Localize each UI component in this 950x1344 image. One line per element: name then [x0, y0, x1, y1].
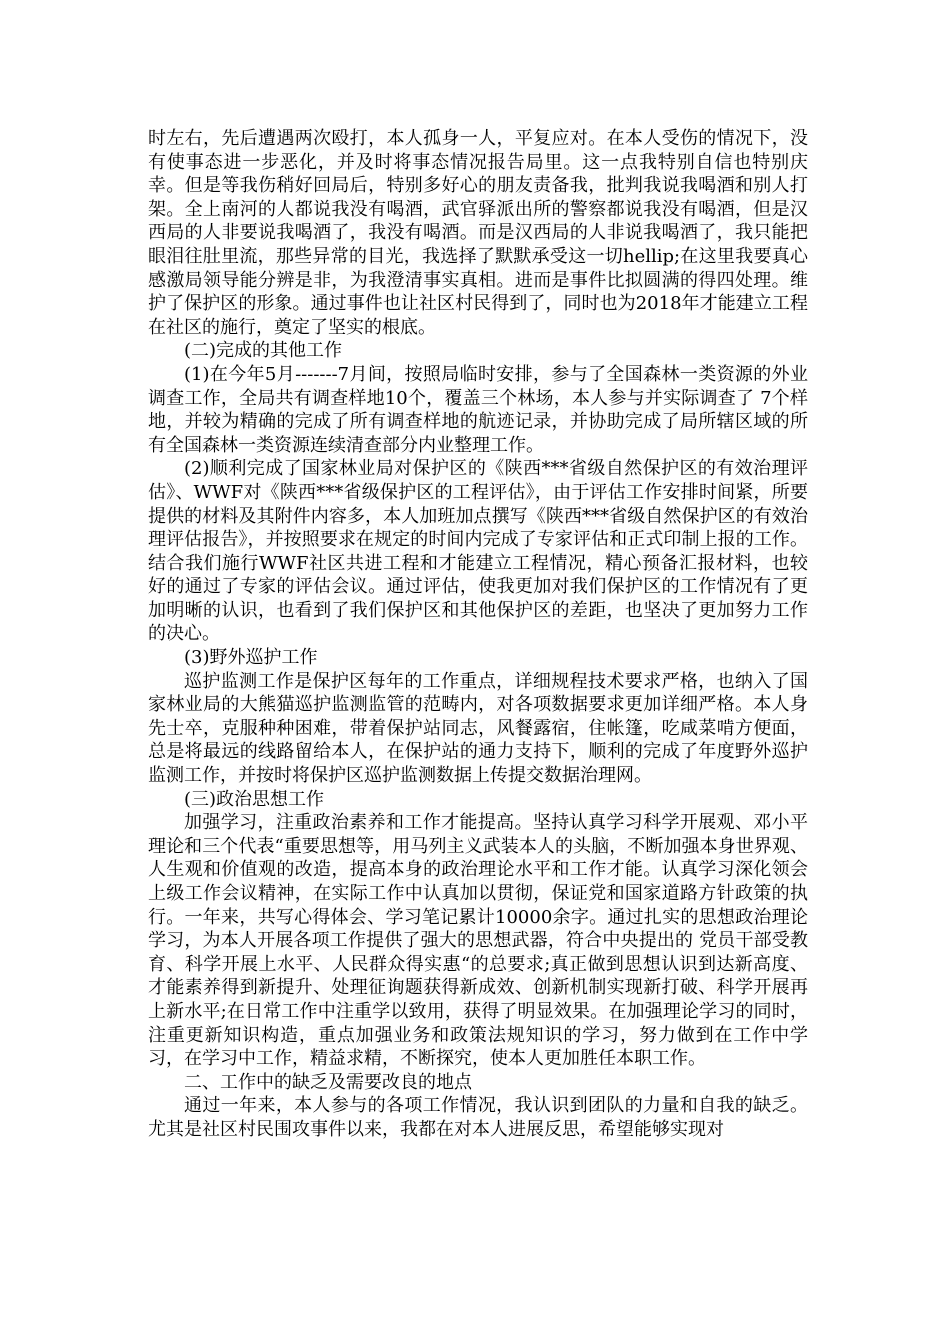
heading-field-patrol: (3)野外巡护工作	[184, 647, 318, 669]
paragraph-patrol-monitoring: 巡护监测工作是保护区每年的工作重点，详细规程技术要求严格，也纳入了国家林业局的大熊猫巡护监测监管的范畴内，对各项数据要求更加详细严格。本人身先士卒，克服种种困难，带着保护站同志，风餐露宿，住帐篷，吃咸菜啃方便面，总是将最远的线路留给本人，在保护站的通力支持下，顺利的完成了年度野外巡护监测工作，并按时将保护区巡护监测数据上传提交数据治理网。	[148, 670, 808, 787]
document-body	[148, 127, 808, 1142]
paragraph-reflection: 通过一年来，本人参与的各项工作情况，我认识到团队的力量和自我的缺乏。尤其是社区村民围攻事件以来，我都在对本人进展反思，希望能够实现对	[148, 1095, 808, 1140]
paragraph-incident-continuation: 时左右，先后遭遇两次殴打，本人孤身一人，平复应对。在本人受伤的情况下，没有使事态进一步恶化，并及时将事态情况报告局里。这一点我特别自信也特别庆幸。但是等我伤稍好回局后，特别多好心的朋友责备我，批判我说我喝酒和别人打架。全上南河的人都说我没有喝酒，武官驿派出所的警察都说我没有喝酒，但是汉西局的人非要说我喝酒了，我没有喝酒。而是汉西局的人非说我喝酒了，我只能把眼泪往肚里流，那些异常的目光，我选择了默默承受这一切hellip;在这里我要真心感激局领导能分辨是非，为我澄清事实真相。进而是事件比拟圆满的得四处理。维护了保护区的形象。通过事件也让社区村民得到了，同时也为2018年才能建立工程在社区的施行，奠定了坚实的根底。	[148, 128, 808, 338]
heading-other-work: (二)完成的其他工作	[184, 340, 343, 362]
heading-shortcomings: 二、工作中的缺乏及需要改良的地点	[184, 1071, 472, 1093]
heading-political-work: (三)政治思想工作	[184, 788, 325, 810]
paragraph-forest-survey: (1)在今年5月-------7月间，按照局临时安排，参与了全国森林一类资源的外业调查工作，全局共有调查样地10个，覆盖三个林场，本人参与并实际调查了 7个样地，并较为精确的完成了所有调查样地的航迹记录，并协助完成了局所辖区域的所有全国森林一类资源连续清查部分内业整理工作。	[148, 363, 808, 456]
paragraph-study: 加强学习，注重政治素养和工作才能提高。坚持认真学习科学开展观、邓小平理论和三个代表“重要思想等，用马列主义武装本人的头脑，不断加强本身世界观、人生观和价值观的改造，提高本身的政治理论水平和工作才能。认真学习深化领会上级工作会议精神，在实际工作中认真加以贯彻，保证党和国家道路方针政策的执行。一年来，共写心得体会、学习笔记累计10000余字。通过扎实的思想政治理论学习，为本人开展各项工作提供了强大的思想武器，符合中央提出的 党员干部受教育、科学开展上水平、人民群众得实惠“的总要求;真正做到思想认识到达新高度、才能素养得到新提升、处理征询题获得新成效、创新机制实现新打破、科学开展再上新水平;在日常工作中注重学以致用，获得了明显效果。在加强理论学习的同时，注重更新知识构造，重点加强业务和政策法规知识的学习，努力做到在工作中学习，在学习中工作，精益求精，不断探究，使本人更加胜任本职工作。	[148, 812, 808, 1070]
paragraph-evaluation: (2)顺利完成了国家林业局对保护区的《陕西***省级自然保护区的有效治理评估》、WWF对《陕西***省级保护区的工程评估》，由于评估工作安排时间紧，所要提供的材料及其附件内容多，本人加班加点撰写《陕西***省级自然保护区的有效治理评估报告》，并按照要求在规定的时间内完成了专家评估和正式印制上报的工作。结合我们施行WWF社区共进工程和才能建立工程情况，精心预备汇报材料，也较好的通过了专家的评估会议。通过评估，使我更加对我们保护区的工作情况有了更加明晰的认识，也看到了我们保护区和其他保护区的差距，也坚决了更加努力工作的决心。	[148, 458, 808, 645]
